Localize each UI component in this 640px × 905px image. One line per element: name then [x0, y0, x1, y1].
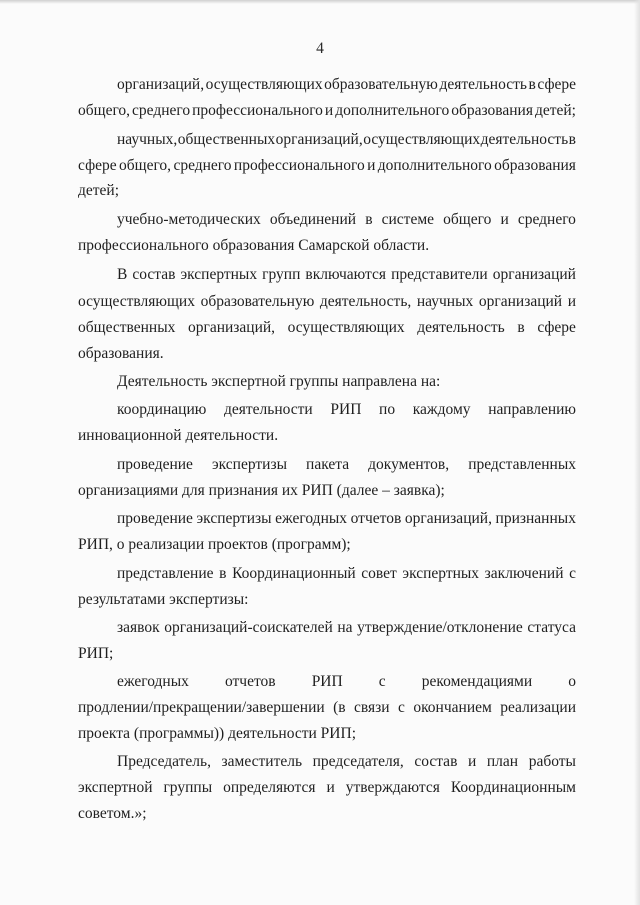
text-line: проекта (программы)) деятельности РИП; — [78, 725, 357, 742]
word: статуса — [527, 619, 576, 636]
word: среднего — [132, 102, 191, 119]
word: (в — [333, 699, 346, 716]
word: председателя, — [312, 753, 404, 770]
word: учебно-методических — [117, 211, 261, 228]
text-line — [117, 754, 576, 770]
word: сфере — [537, 76, 576, 93]
text-line: детей; — [78, 182, 120, 199]
word: заключений — [484, 565, 564, 582]
word: отчетов — [224, 673, 276, 690]
text-line: результатами экспертизы: — [78, 591, 249, 608]
word: объединений — [269, 211, 357, 228]
word: в — [568, 131, 576, 148]
text-line — [117, 620, 576, 636]
word: состав — [132, 266, 176, 283]
text-line — [78, 103, 576, 119]
word: с — [378, 673, 386, 690]
word: РИП — [311, 673, 343, 690]
text-line: профессионального образования Самарской области. — [78, 237, 430, 254]
word: представление — [117, 565, 214, 582]
word: в — [219, 565, 227, 582]
word: среднего — [173, 157, 232, 174]
word: деятельность — [480, 131, 569, 148]
text-line — [117, 511, 576, 527]
text-line: Деятельность экспертной группы направлена на: — [117, 373, 441, 390]
text-line: РИП, о реализации проектов (программ); — [78, 536, 351, 553]
word: групп — [262, 266, 301, 283]
word: экспертных — [180, 266, 258, 283]
text-line: организациями для признания их РИП (далее – заявка); — [78, 482, 445, 499]
word: в — [517, 319, 525, 336]
word: деятельность, — [319, 293, 412, 310]
word: работы — [528, 753, 576, 770]
text-line — [78, 700, 576, 716]
word: организаций, — [187, 319, 276, 336]
word: пакета — [306, 456, 350, 473]
word: проведение — [117, 456, 193, 473]
text-line — [117, 402, 576, 418]
word: осуществляющих — [205, 76, 323, 93]
word: профессионального — [192, 102, 323, 119]
word: экспертизы — [196, 510, 272, 527]
word: признанных — [495, 510, 576, 527]
word: образования — [494, 157, 576, 174]
word: в — [528, 76, 536, 93]
text-line — [117, 457, 576, 473]
word: Координационным — [450, 779, 576, 796]
word: каждому — [412, 401, 471, 418]
word: реализации — [500, 699, 576, 716]
word: план — [486, 753, 519, 770]
word: утверждение/отклонение — [357, 619, 523, 636]
word: направлению — [488, 401, 576, 418]
word: среднего — [517, 211, 576, 228]
word: образования — [451, 102, 533, 119]
word: и — [326, 779, 335, 796]
word: организаций, — [117, 76, 205, 93]
word: организаций-соискателей — [164, 619, 333, 636]
page-number: 4 — [316, 40, 324, 57]
word: отчетов — [350, 510, 402, 527]
word: с — [569, 565, 576, 582]
word: рекомендациями — [421, 673, 533, 690]
word: утверждаются — [345, 779, 440, 796]
text-line — [117, 674, 576, 690]
word: заместитель — [221, 753, 303, 770]
word: и — [567, 293, 576, 310]
text-line: РИП; — [78, 645, 114, 662]
word: РИП — [330, 401, 362, 418]
word: определяются — [223, 779, 316, 796]
word: и — [324, 102, 334, 119]
text-line: образования. — [78, 345, 164, 362]
word: по — [379, 401, 396, 418]
word: представленных — [468, 456, 576, 473]
word: связи — [354, 699, 390, 716]
word: организаций, — [275, 131, 363, 148]
text-line — [117, 267, 576, 283]
word: общего, — [119, 157, 172, 174]
word: осуществляющих — [287, 319, 405, 336]
word: сфере — [78, 157, 117, 174]
word: представители — [391, 266, 488, 283]
word: общего — [443, 211, 492, 228]
word: экспертной — [78, 779, 153, 796]
word: сфере — [537, 319, 576, 336]
text-line — [78, 780, 576, 796]
text-line: инновационной деятельности. — [78, 427, 279, 444]
word: деятельность — [417, 319, 505, 336]
word: дополнительного — [335, 102, 450, 119]
word: документов, — [368, 456, 450, 473]
text-line — [78, 320, 576, 336]
text-line — [117, 132, 576, 148]
word: ежегодных — [275, 510, 348, 527]
word: координацию — [117, 401, 207, 418]
word: профессионального — [233, 157, 365, 174]
word: общественных — [177, 131, 276, 148]
word: окончанием — [413, 699, 492, 716]
word: экспертных — [402, 565, 480, 582]
word: экспертизы — [211, 456, 287, 473]
word: осуществляющих — [78, 293, 195, 310]
word: о — [568, 673, 576, 690]
word: включаются — [305, 266, 387, 283]
word: дополнительного — [377, 157, 492, 174]
text-line — [117, 212, 576, 228]
word: системе — [381, 211, 435, 228]
word: заявок — [117, 619, 160, 636]
word: организаций, — [404, 510, 492, 527]
word: и — [500, 211, 509, 228]
word: организаций — [492, 266, 576, 283]
word: Координационный — [232, 565, 356, 582]
word: научных — [416, 293, 474, 310]
text-line: советом.»; — [78, 805, 147, 822]
word: ежегодных — [117, 673, 189, 690]
text-line — [117, 566, 576, 582]
word: и — [367, 157, 376, 174]
word: с — [398, 699, 405, 716]
word: совет — [361, 565, 397, 582]
text-line — [117, 77, 576, 93]
text-line — [78, 294, 576, 310]
word: общественных — [78, 319, 176, 336]
word: группы — [163, 779, 213, 796]
word: деятельность — [439, 76, 527, 93]
word: проведение — [117, 510, 193, 527]
word: общего, — [78, 102, 131, 119]
word: в — [365, 211, 373, 228]
word: детей; — [534, 102, 576, 119]
word: продлении/прекращении/завершении — [78, 699, 325, 716]
word: на — [337, 619, 353, 636]
word: В — [117, 266, 128, 283]
word: научных, — [117, 131, 178, 148]
word: образовательную — [324, 76, 438, 93]
text-line — [78, 158, 576, 174]
word: осуществляющих — [363, 131, 481, 148]
word: деятельности — [223, 401, 313, 418]
word: и — [467, 753, 477, 770]
word: организаций — [478, 293, 563, 310]
word: состав — [414, 753, 458, 770]
word: Председатель, — [117, 753, 211, 770]
word: образовательную — [200, 293, 315, 310]
